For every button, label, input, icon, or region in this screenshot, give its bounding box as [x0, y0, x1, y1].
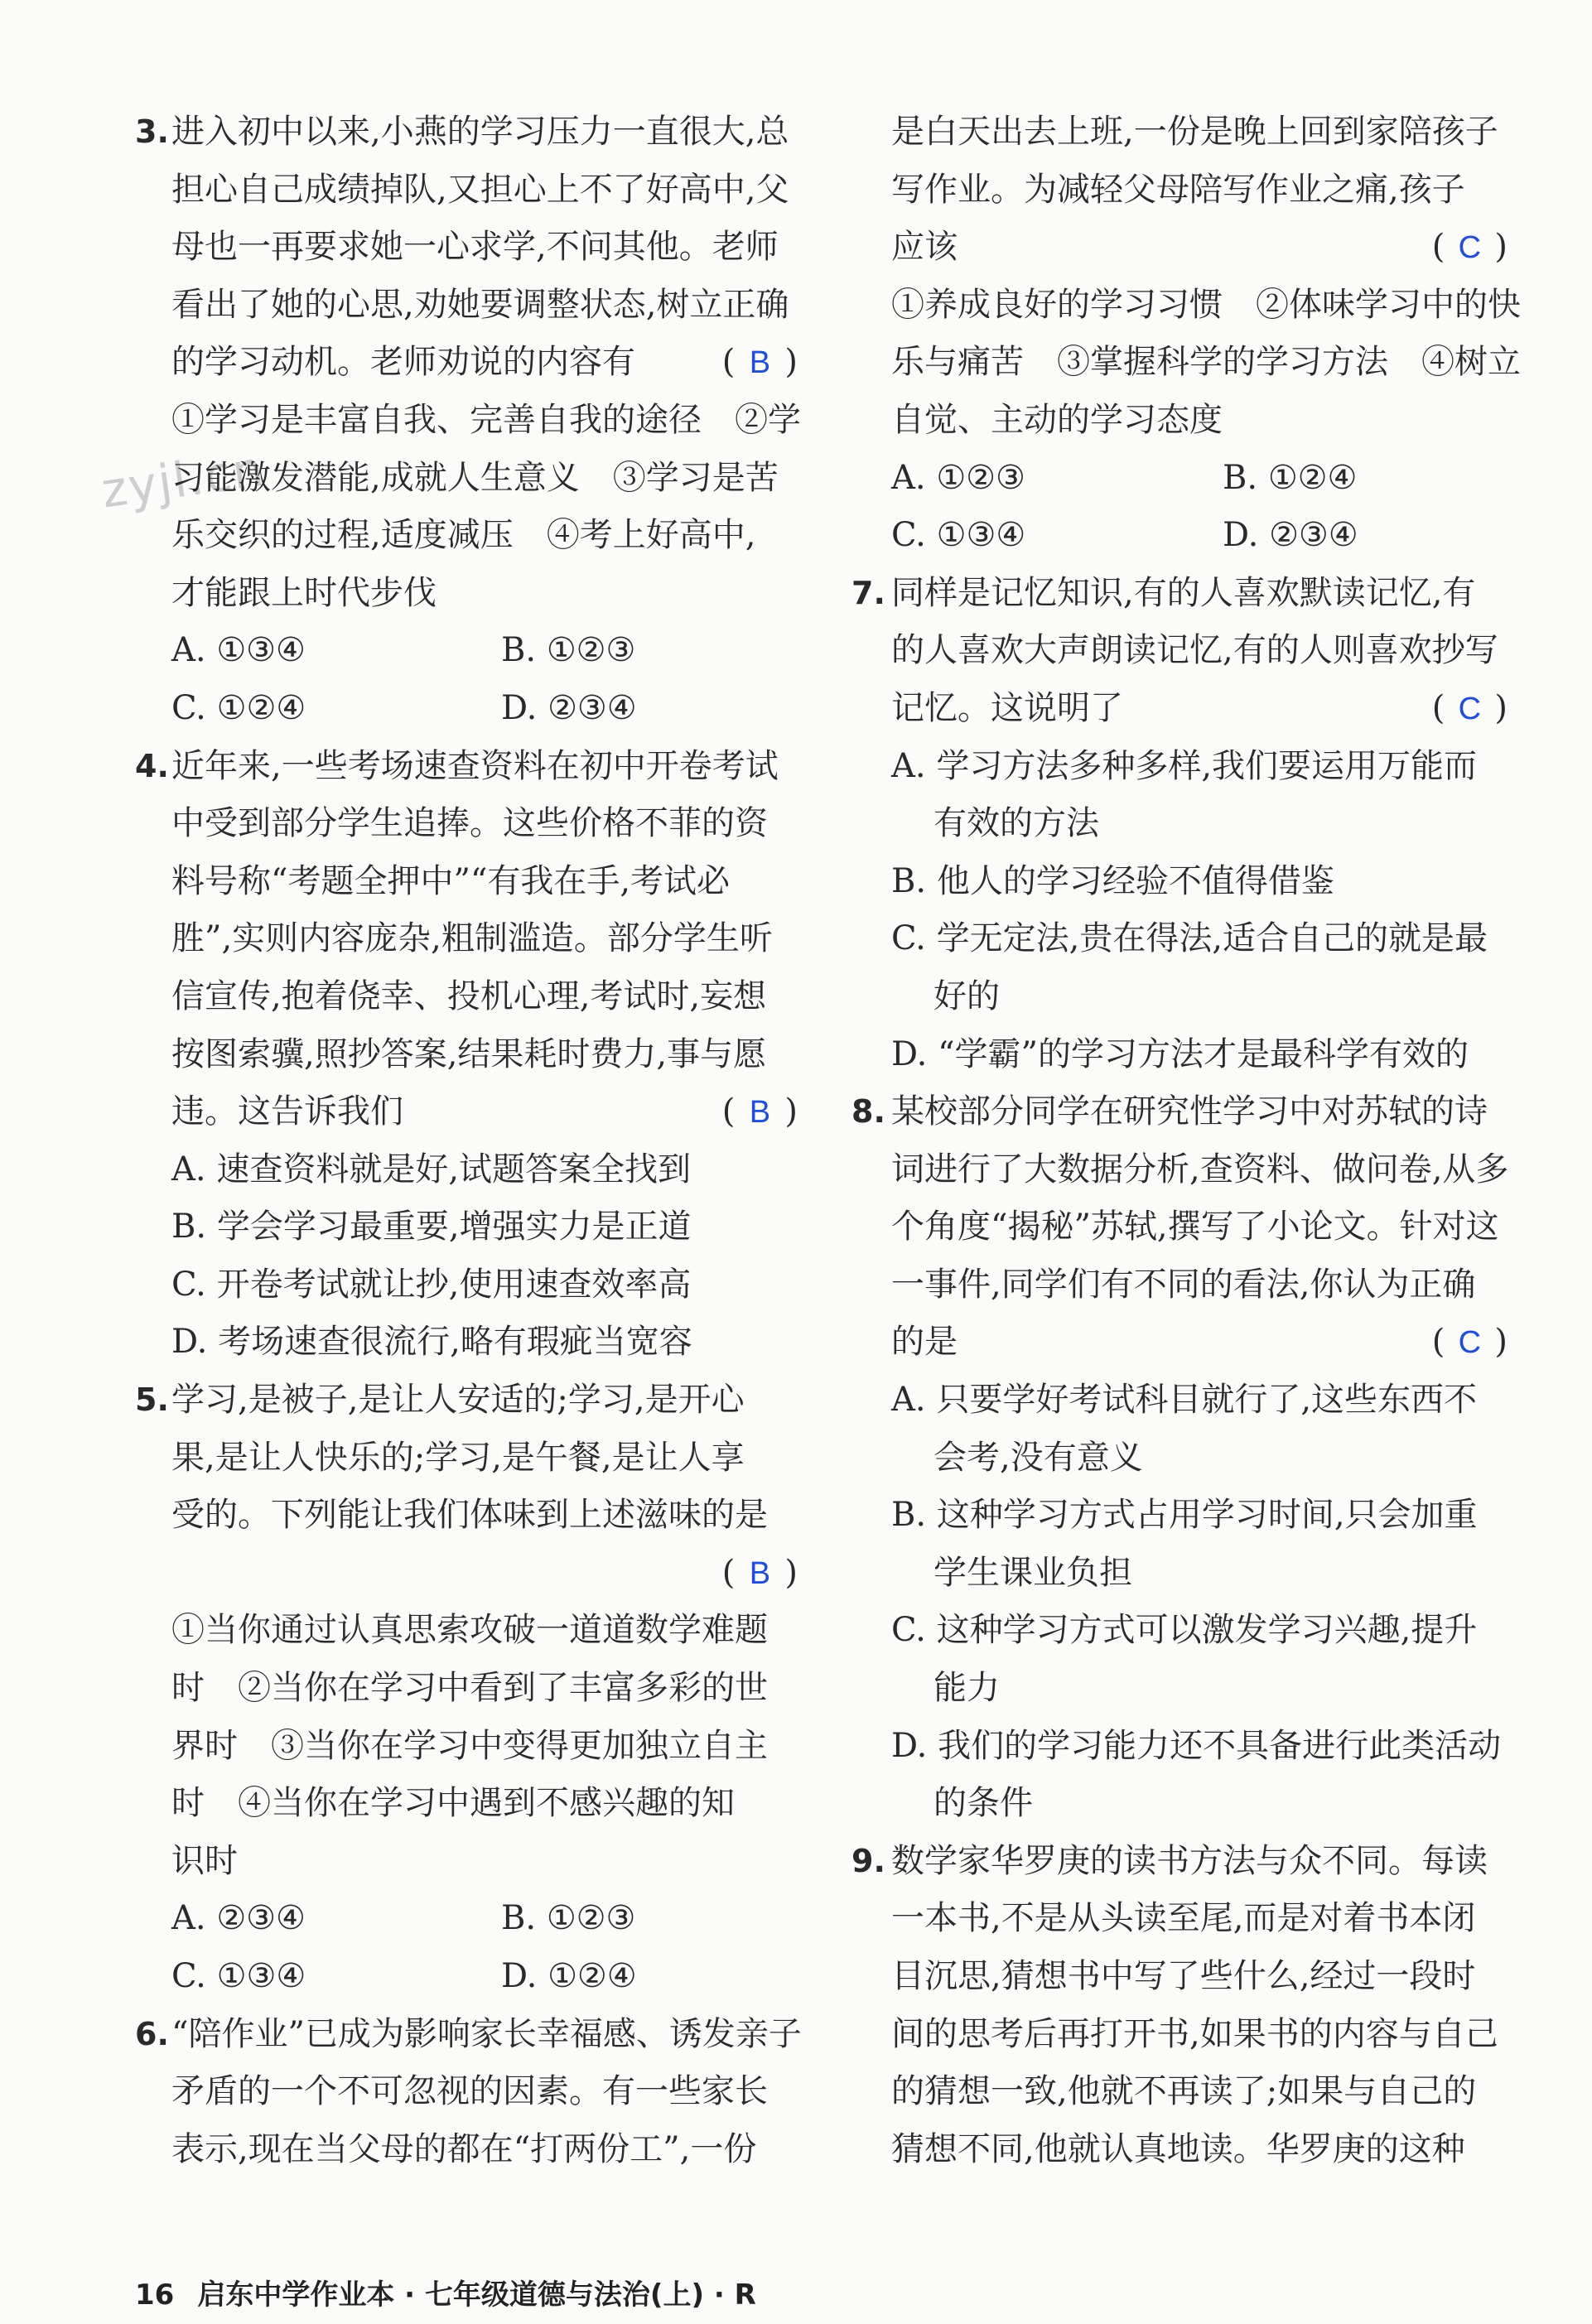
options-row: [135, 1948, 798, 2006]
question-line: 违。这告诉我们 ( B ): [135, 1083, 798, 1141]
question-number: 4.: [135, 747, 169, 784]
question-line: 矛盾的一个不可忽视的因素。有一些家长: [171, 2072, 768, 2111]
question-number: 6.: [135, 2015, 169, 2052]
question-line: 目沉思,猜想书中写了些什么,经过一段时: [891, 1957, 1476, 1995]
question-line: 一本书,不是从头读至尾,而是对着书本闭: [891, 1899, 1476, 1938]
option-a-cont: 有效的方法: [933, 804, 1099, 843]
answer-letter: B: [749, 345, 771, 381]
options-row: [861, 450, 1508, 508]
question-line: 胜”,实则内容庞杂,粗制滥造。部分学生听: [171, 919, 773, 958]
answer-letter: B: [749, 1555, 771, 1591]
question-number: 5.: [135, 1381, 169, 1419]
option-c: C. 这种学习方式可以激发学习兴趣,提升: [891, 1611, 1478, 1650]
question-line: 果,是让人快乐的;学习,是午餐,是让人享: [171, 1438, 745, 1477]
answer-letter: B: [749, 1095, 771, 1131]
option-d: D. “学霸”的学习方法才是最科学有效的: [891, 1034, 1469, 1073]
option-d: D. ①②④: [501, 1957, 637, 1995]
question-number: 8.: [851, 1093, 885, 1131]
option-d: D. ②③④: [501, 688, 637, 727]
answer-bracket: ( C ): [1432, 219, 1508, 277]
question-6: [135, 2006, 802, 2179]
option-c: C. ①③④: [891, 516, 1026, 555]
option-d-cont: 的条件: [933, 1784, 1033, 1823]
statement-line: ①学习是丰富自我、完善自我的途径 ②学: [171, 400, 801, 439]
question-9: [851, 1833, 1508, 2179]
question-line: 料号称“考题全押中”“有我在手,考试必: [171, 861, 731, 900]
option-a: A. 学习方法多种多样,我们要运用万能而: [891, 746, 1478, 785]
option-a: A. 速查资料就是好,试题答案全找到: [171, 1150, 692, 1189]
question-number: 3.: [135, 113, 169, 150]
option-c-cont: 好的: [933, 976, 1000, 1015]
option-c: C. ①②④: [171, 688, 306, 727]
answer-letter: C: [1458, 691, 1482, 726]
question-number: 7.: [851, 574, 885, 611]
question-line: 8. 某校部分同学在研究性学习中对苏轼的诗: [861, 1083, 1508, 1141]
statement-line: 识时: [171, 1841, 238, 1880]
question-line: 担心自己成绩掉队,又担心上不了好高中,父: [171, 170, 789, 209]
option-a: A. 只要学好考试科目就行了,这些东西不: [891, 1381, 1478, 1420]
book-title: 启东中学作业本 · 七年级道德与法治(上) · R: [197, 2278, 756, 2312]
question-line: 写作业。为减轻父母陪写作业之痛,孩子: [891, 170, 1465, 209]
question-5: [135, 1372, 798, 2006]
statement-line: 界时 ③当你在学习中变得更加独立自主: [171, 1726, 768, 1765]
answer-bracket: ( B ): [722, 1083, 798, 1142]
option-c-cont: 能力: [933, 1669, 1000, 1708]
question-line: 母也一再要求她一心求学,不问其他。老师: [171, 228, 779, 267]
option-c: C. 开卷考试就让抄,使用速查效率高: [171, 1265, 692, 1304]
option-a: A. ①③④: [171, 631, 306, 670]
question-line: 按图索骥,照抄答案,结果耗时费力,事与愿: [171, 1034, 767, 1073]
option-b: B. 学会学习最重要,增强实力是正道: [171, 1208, 692, 1246]
question-6-continued: [861, 104, 1521, 565]
watermark: zyjl.cn: [98, 440, 268, 519]
question-line: 一事件,同学们有不同的看法,你认为正确: [891, 1265, 1476, 1304]
question-number: 9.: [851, 1842, 885, 1879]
question-4: [135, 738, 798, 1372]
question-line: 受的。下列能让我们体味到上述滋味的是: [171, 1496, 768, 1535]
options-row: [135, 1890, 798, 1948]
answer-bracket: ( B ): [722, 334, 798, 393]
option-b: B. 他人的学习经验不值得借鉴: [891, 861, 1334, 900]
question-line: 信宣传,抱着侥幸、投机心理,考试时,妄想: [171, 976, 767, 1015]
question-line: 的人喜欢大声朗读记忆,有的人则喜欢抄写: [891, 631, 1498, 670]
statement-line: 时 ④当你在学习中遇到不感兴趣的知: [171, 1784, 735, 1823]
answer-bracket: ( C ): [1432, 1314, 1508, 1372]
question-line: 的猜想一致,他就不再读了;如果与自己的: [891, 2072, 1477, 2111]
left-column: [135, 104, 802, 2178]
option-d: D. 考场速查很流行,略有瑕疵当宽容: [171, 1323, 692, 1362]
question-line: 猜想不同,他就认真地读。华罗庚的这种: [891, 2129, 1465, 2168]
statement-line: 才能跟上时代步伐: [171, 573, 437, 612]
options-row: [135, 680, 798, 738]
question-line: 的是 ( C ): [861, 1314, 1508, 1372]
option-d: D. ②③④: [1223, 516, 1358, 555]
option-b: B. 这种学习方式占用学习时间,只会加重: [891, 1496, 1478, 1535]
answer-bracket: ( B ): [722, 1545, 798, 1603]
statement-line: 时 ②当你在学习中看到了丰富多彩的世: [171, 1669, 768, 1708]
answer-letter: C: [1458, 230, 1482, 266]
question-line: 7. 同样是记忆知识,有的人喜欢默读记忆,有: [861, 565, 1508, 623]
statement-line: 乐交织的过程,适度减压 ④考上好高中,: [171, 516, 756, 555]
statement-line: 自觉、主动的学习态度: [891, 400, 1223, 439]
question-line: 个角度“揭秘”苏轼,撰写了小论文。针对这: [891, 1208, 1499, 1246]
answer-bracket: ( C ): [1432, 680, 1508, 739]
option-b: B. ①②③: [501, 631, 636, 670]
question-8: [851, 1083, 1509, 1833]
question-line: 中受到部分学生追捧。这些价格不菲的资: [171, 804, 768, 843]
question-line: 5. 学习,是被子,是让人安适的;学习,是开心: [135, 1372, 798, 1430]
option-b-cont: 学生课业负担: [933, 1553, 1132, 1592]
page-number: 16: [135, 2278, 175, 2312]
question-line: 4. 近年来,一些考场速查资料在初中开卷考试: [135, 738, 798, 796]
question-line: 是白天出去上班,一份是晚上回到家陪孩子: [891, 113, 1498, 151]
statement-line: ①养成良好的学习习惯 ②体味学习中的快: [891, 285, 1521, 324]
options-row: [135, 622, 798, 680]
statement-line: ①当你通过认真思索攻破一道道数学难题: [171, 1611, 768, 1650]
question-3: [135, 104, 801, 738]
answer-letter: C: [1458, 1325, 1482, 1361]
options-row: [861, 507, 1508, 565]
option-c: C. ①③④: [171, 1957, 306, 1995]
option-c: C. 学无定法,贵在得法,适合自己的就是最: [891, 919, 1488, 958]
question-line: 看出了她的心思,劝她要调整状态,树立正确: [171, 285, 789, 324]
question-line: 3. 进入初中以来,小燕的学习压力一直很大,总: [135, 104, 798, 162]
question-line: 表示,现在当父母的都在“打两份工”,一份: [171, 2129, 757, 2168]
question-line: 间的思考后再打开书,如果书的内容与自己: [891, 2014, 1498, 2053]
question-line: 应该 ( C ): [861, 219, 1508, 277]
question-line: 词进行了大数据分析,查资料、做问卷,从多: [891, 1150, 1509, 1189]
right-column: [851, 104, 1521, 2178]
page-footer: [135, 2272, 756, 2312]
question-7: [851, 565, 1508, 1083]
option-d: D. 我们的学习能力还不具备进行此类活动: [891, 1726, 1502, 1765]
question-line: 6. “陪作业”已成为影响家长幸福感、诱发亲子: [135, 2006, 798, 2064]
option-a: A. ②③④: [171, 1899, 306, 1938]
question-line: 的学习动机。老师劝说的内容有 ( B ): [135, 334, 798, 392]
statement-line: 习能激发潜能,成就人生意义 ③学习是苦: [171, 458, 779, 497]
statement-line: 乐与痛苦 ③掌握科学的学习方法 ④树立: [891, 343, 1521, 382]
question-line: 记忆。这说明了 ( C ): [861, 680, 1508, 738]
option-a: A. ①②③: [891, 458, 1025, 497]
option-b: B. ①②④: [1223, 458, 1358, 497]
answer-line: [135, 1545, 798, 1603]
option-b: B. ①②③: [501, 1899, 636, 1938]
question-line: 9. 数学家华罗庚的读书方法与众不同。每读: [861, 1833, 1508, 1891]
option-a-cont: 会考,没有意义: [933, 1438, 1143, 1477]
